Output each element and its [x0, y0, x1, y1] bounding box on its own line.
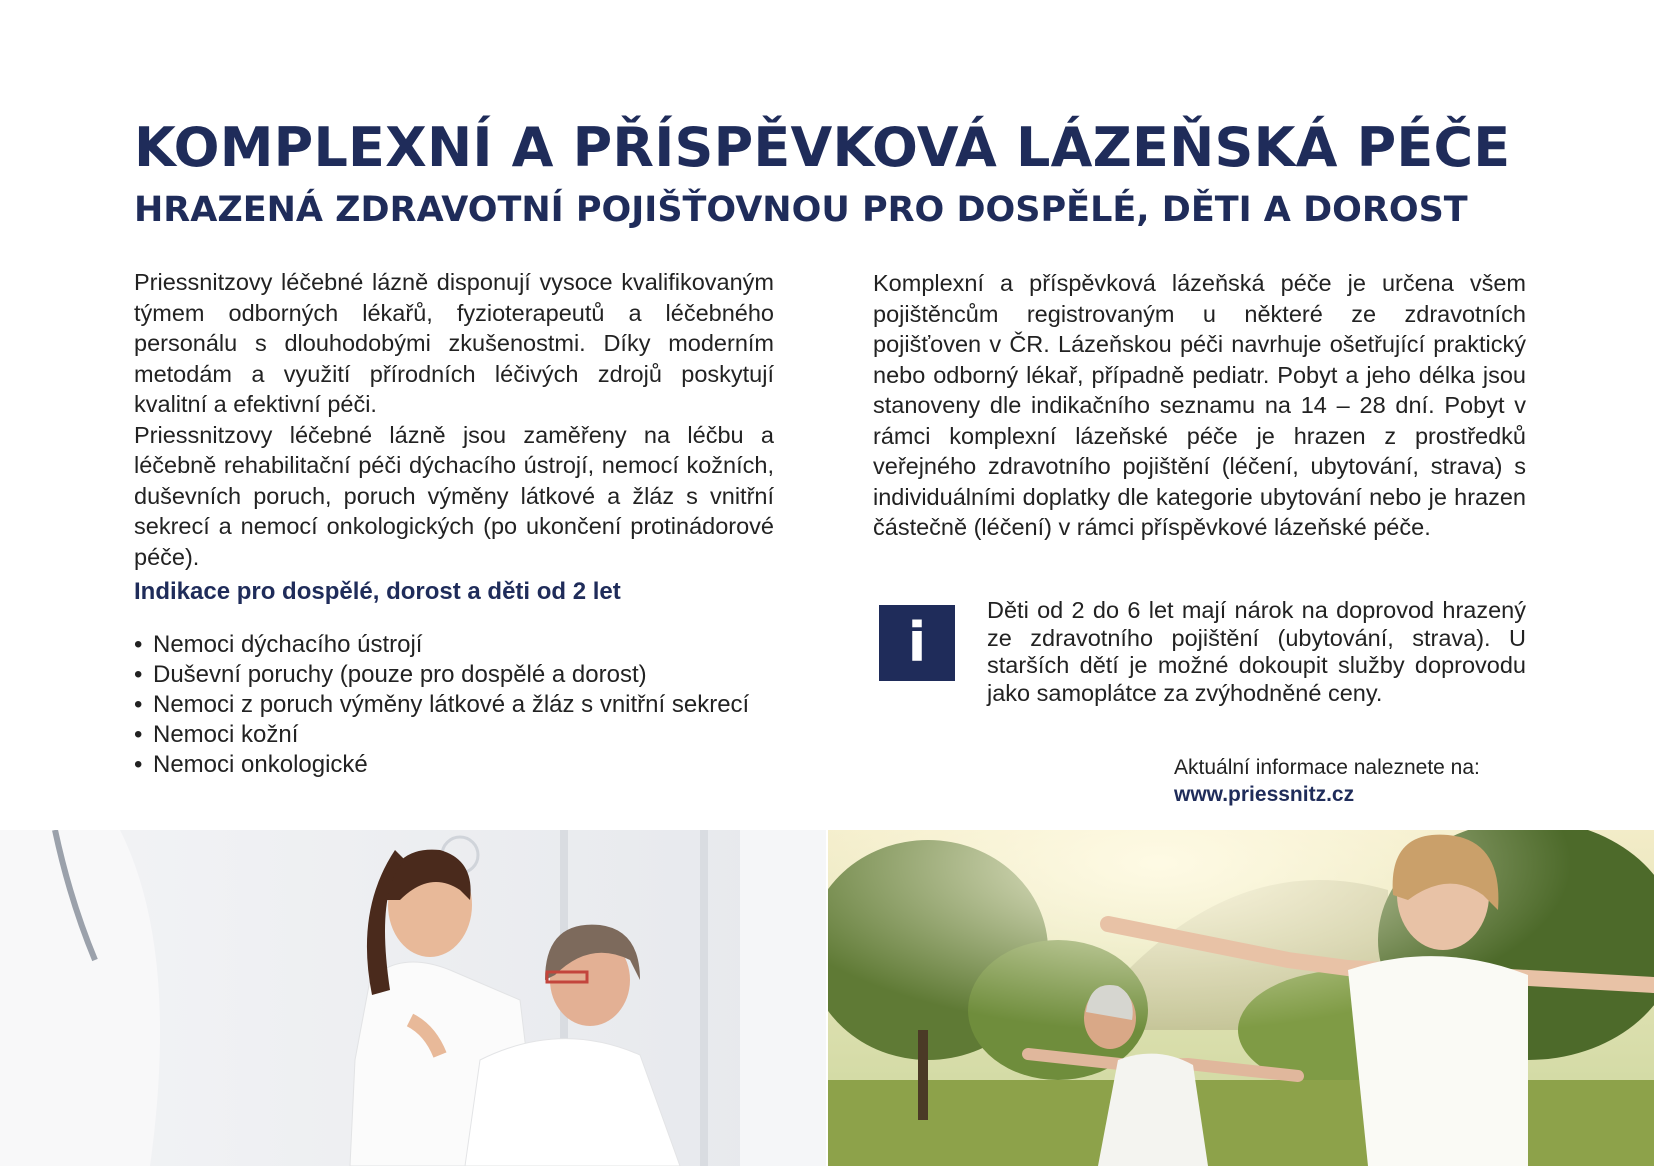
photo-nurse-with-patient — [0, 830, 826, 1166]
list-item: • Nemoci dýchacího ústrojí — [134, 630, 749, 660]
photo-seniors-exercising — [828, 830, 1654, 1166]
indications-list — [134, 630, 749, 780]
focus-paragraph: Priessnitzovy léčebné lázně jsou zaměřeny na léčbu a léčebně rehabilitační péči dýchacího ústrojí, nemocí kožních, duševních poruch, poruch výměny látkové a žláz s vnitřní sekrecí a nemocí onkologických (po ukončení protinádorové péče). — [134, 421, 774, 570]
list-item: • Nemoci onkologické — [134, 750, 749, 780]
info-label: Aktuální informace naleznete na: — [1174, 756, 1480, 779]
care-description-paragraph: Komplexní a příspěvková lázeňská péče je určena všem pojištěncům registrovaným u některé ze zdravotních pojišťoven v ČR. Lázeňskou péči navrhuje ošetřující praktický nebo odborný lékař, případně pediatr. Pobyt a jeho délka jsou stanoveny dle indikačního seznamu na 14 – 28 dní. Pobyt v rámci komplexní lázeňské péče je hrazen z prostředků veřejného zdravotního pojištění (léčení, ubytování, strava) s individuálními doplatky dle kategorie ubytování nebo je hrazen částečně (léčení) v rámci příspěvkové lázeňské péče. — [873, 270, 1526, 540]
page-subtitle: HRAZENÁ ZDRAVOTNÍ POJIŠŤOVNOU PRO DOSPĚLÉ, DĚTI A DOROST — [134, 190, 1468, 230]
list-item: • Nemoci kožní — [134, 720, 749, 750]
website-link[interactable]: www.priessnitz.cz — [1174, 783, 1355, 806]
info-note: Děti od 2 do 6 let mají nárok na doprovod hrazený ze zdravotního pojištění (ubytování, strava). U starších dětí je možné dokoupit služby doprovodu jako samoplátce za zvýhodněné ceny. — [987, 597, 1526, 706]
indications-heading: Indikace pro dospělé, dorost a děti od 2 let — [134, 578, 621, 605]
list-item: • Nemoci z poruch výměny látkové a žláz s vnitřní sekrecí — [134, 690, 749, 720]
left-column — [134, 267, 774, 572]
info-icon: i — [879, 605, 955, 681]
page-title: KOMPLEXNÍ A PŘÍSPĚVKOVÁ LÁZEŇSKÁ PÉČE — [134, 116, 1511, 179]
intro-paragraph: Priessnitzovy léčebné lázně disponují vysoce kvalifikovaným týmem odborných lékařů, fyzioterapeutů a léčebného personálu s dlouhodobými zkušenostmi. Díky moderním metodám a využití přírodních léčivých zdrojů poskytují kvalitní a efektivní péči. — [134, 269, 774, 417]
list-item: • Duševní poruchy (pouze pro dospělé a dorost) — [134, 660, 749, 690]
